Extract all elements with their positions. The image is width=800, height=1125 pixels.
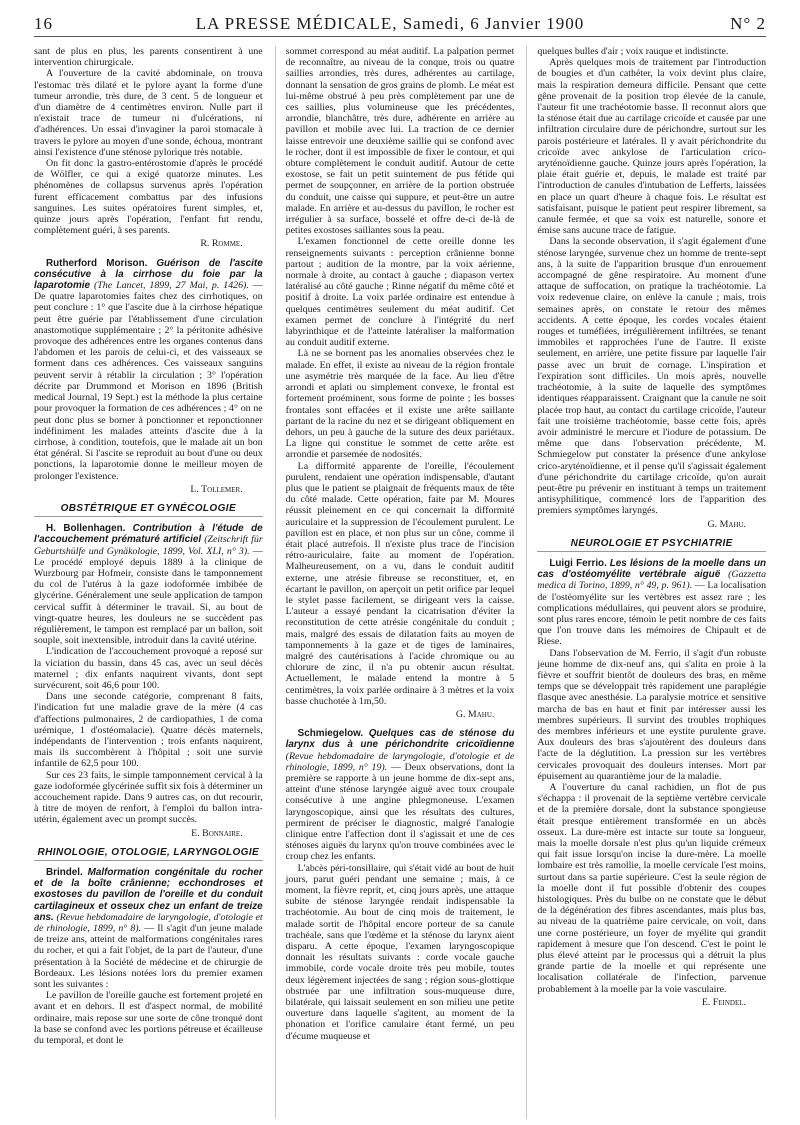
paragraph: Là ne se bornent pas les anomalies observées chez le malade. En effet, il existe au niveau de la région frontale une asymétrie très marquée de la face. Au lieu d'être arrondi et aplati ou simplement convexe, le frontal est fortement proéminent, sous forme de pointe ; les bosses frontales sont effacées et il existe une arête saillante partant de la racine du nez et se dirigeant obliquement en dehors, un peu à gauche de la suture des deux pariétaux. La ligne qui constitue le sommet de cette arête est arrondie et parsemée de nodosités. xyxy=(285,348,515,461)
column-right xyxy=(526,46,766,1119)
page-number: 16 xyxy=(34,14,53,33)
section-heading: RHINOLOGIE, OTOLOGIE, LARYNGOLOGIE xyxy=(34,847,263,861)
issue-number: N° 2 xyxy=(730,14,766,33)
paragraph: Dans la seconde observation, il s'agit également d'une sténose laryngée, survenue chez un homme de trente-sept ans, à la suite de l'apparition brusque d'un enrouement accompagné de gêne respiratoire. Au moment d'une attaque de suffocation, on pratique la trachéotomie. La voix redevenue claire, on enlève la canule ; mais, trois semaines après, on constate le retour des mêmes accidents. A cette époque, les cordes vocales étaient rouges et tuméfiées, irrégulièrement infiltrées, se tenant immobiles et rapprochées l'une de l'autre. Il existe seulement, en arrière, une petite fissure par laquelle l'air passe avec un bruit de cornage. L'inspiration et l'expiration sont difficiles. Un mois après, nouvelle trachéotomie, à la suite de laquelle des symptômes identiques réapparaissent. Craignant que la canule ne soit placée trop haut, au contact du cartilage cricoïde, l'auteur fait une troisième trachéotomie, basse cette fois, après avoir administré le mercure et l'iodure de potassium. De même que dans l'observation précédente, M. Schmiegelow put constater la présence d'une ankylose crico-aryténoïdienne, et il pense qu'il s'agissait également d'une périchondrite du cartilage cricoïde, qu'on aurait peut-être pu prévenir en instituant à temps un traitement antisyphilitique, commencé lors de l'apparition des premiers symptômes laryngés. xyxy=(537,236,767,517)
article-title: Guérison de l'ascite consécutive à la cirrhose du foie par la laparotomie xyxy=(34,257,263,292)
article-author: Schmiegelow. xyxy=(297,728,364,740)
signature: E. Feindel. xyxy=(701,996,747,1008)
article-reference: (Gazzetta medica di Torino, 1899, n° 49, p. 961). xyxy=(537,569,767,592)
signature: E. Bonnaire. xyxy=(191,827,243,839)
article-reference: (Zeitschrift für Geburtshülfe und Gynäkologie, 1899, Vol. XLI, n° 3). xyxy=(34,534,263,557)
article-text: — La localisation de l'ostéomyélite sur les vertèbres est assez rare ; les complications médullaires, qui peuvent alors se produire, sont plus rares encore, témoin le petit nombre de ces faits que l'on trouve dans les mémoires de Chipault et de Riese. xyxy=(537,580,767,648)
article-author: Rutherford Morison. xyxy=(46,257,148,269)
article-title: Les lésions de la moelle dans un cas d'ostéomyélite vertébrale aiguë xyxy=(537,557,767,581)
paragraph: A l'ouverture de la cavité abdominale, on trouva l'estomac très dilaté et le pylore ayant la forme d'une tumeur arrondie, très dure, de 3 cent. 5 de longueur et d'un diamètre de 4 centimètres environ. Nulle part il n'existait trace de tumeur ni d'ulcérations, ni d'adhérences. Un essai d'invaginer la paroi stomacale à travers le pylore au moyen d'une sonde, échoua, montrant ainsi l'existence d'une sténose pylorique très notable. xyxy=(34,68,263,158)
signature: G. Mahu. xyxy=(455,708,495,720)
article-author: Brindel. xyxy=(46,867,83,879)
paragraph: A l'ouverture du canal rachidien, un flot de pus s'échappa : il provenait de la septième vertèbre cervicale et de la première dorsale, dont la substance spongieuse était presque entièrement transformée en un abcès osseux. La dure-mère est intacte sur toute sa longueur, mais la moelle dorsale n'est plus qu'un liquide crémeux qui fait issue lorsqu'on incise la dure-mère. La moelle lombaire est très ramollie, la moelle cervicale l'est moins, surtout dans sa partie supérieure. C'est la seule région de la moelle dont il fut possible d'obtenir des coupes histologiques. Près du bulbe on ne constate que le début de la dégénération des fibres ascendantes, mais plus bas, au niveau de la quatrième paire cervicale, on voit, dans une corne postérieure, un foyer de myélite qui grandit rapidement à mesure que l'on descend. C'est le point le plus élevé atteint par le processus qui a détruit la plus grande partie de la moelle et qui représente une localisation collatérale de l'infection, parvenue probablement à la moelle par la voie vasculaire. xyxy=(537,782,767,995)
paragraph: L'examen fonctionnel de cette oreille donne les renseignements suivants : perception crânienne bonne partout ; audition de la montre, par la voix aérienne, normale à droite, au contact à gauche ; diapason vertex latéralisé au côté gauche ; Rinne négatif du même côté et positif à droite. La voix parlée ordinaire est entendue à quelques centimètres seulement du méat auditif. Cet examen permet de conclure à l'intégrité du nerf labyrinthique et de l'atteinte latéraliser la malformation au conduit auditif externe. xyxy=(285,236,515,349)
article-title: Malformation congénitale du rocher et de la boîte crânienne; ecchondroses et exostoses du pavillon de l'oreille et du conduit cartilagineux et osseux chez un enfant de treize ans. xyxy=(34,867,263,923)
paragraph: Après quelques mois de traitement par l'introduction de bougies et d'un cathéter, la voix devint plus claire, mais la respiration demeura difficile. Pensant que cette gêne provenait de la position trop élevée de la canule, l'auteur fit une trachéotomie basse. Il reconnut alors que la sténose était due au cartilage cricoïde et causée par une infiltration circulaire dure de périchondre, surtout sur les parois postérieure et latérales. Il y avait périchondrite du cricoïde avec ankylose de l'articulation crico-aryténoïdienne gauche. Quinze jours après l'opération, la plaie était guérie et, depuis, le malade est traité par l'introduction de canules d'intubation de Lefferts, laissées en place un quart d'heure à chaque fois. Le résultat est satisfaisant, puisque le patient peut respirer librement, sa canule fermée, et que sa voix est naturelle, sonore et émise sans aucune trace de fatigue. xyxy=(537,57,767,237)
paragraph: Dans une seconde catégorie, comprenant 8 faits, l'indication fut une maladie grave de la mère (4 cas d'affections pulmonaires, 2 de cardiopathies, 1 de coma urémique, 1 d'ostéomalacie). Quatre décès maternels, indépendants de l'intervention ; trois enfants naquirent, mais ils succombèrent à l'hôpital ; soit une survie infantile de 62,5 pour 100. xyxy=(34,691,263,770)
paragraph: Le pavillon de l'oreille gauche est fortement projeté en avant et en dehors. Il est d'aspect normal, de mobilité ordinaire, mais repose sur une sorte de cône tronqué dont la base se confond avec les portions pétreuse et écailleuse du temporal, et dont le xyxy=(34,990,263,1047)
article-reference: (Revue hebdomadaire de laryngologie, d'otologie et de rhinologie, 1899, n° 19). xyxy=(285,750,515,773)
article-reference: (The Lancet, 1899, 27 Mai, p. 1426). xyxy=(93,280,249,292)
abstract-ferrio xyxy=(537,558,766,648)
paragraph: La difformité apparente de l'oreille, l'écoulement purulent, rendaient une opération indispensable, d'autant plus que le patient se plaignait de fréquents maux de tête du côté malade. Cette opération, faite par M. Moures réussit pleinement en ce qui concernait la difformité auriculaire et la suppression de l'écoulement purulent. Le pavillon est en place, et non plus sur un cône, comme il était placé autrefois. Il n'existe plus trace de l'incision rétro-auriculaire, faite au moment de l'opération. Malheureusement, on a vu, dans le conduit auditif externe, une atrésie fibreuse se reconstituer, et, en écartant le pavillon, on aperçoit un petit orifice par lequel le stylet passe facilement, se dirigeant vers la caisse. L'auteur a essayé pendant la cicatrisation d'éviter la reconstitution de cette atrésie congénitale du conduit ; mais, malgré des essais de dilatation faits au moyen de tamponnements à la gaze et de tiges de laminaires, malgré des cautérisations à l'acide chromique ou au chlorure de zinc, il n'a pu obtenir aucun résultat. Actuellement, le malade entend la montre à 5 centimètres, la voix parlée ordinaire à 3 mètres et la voix basse chuchotée à 1m,50. xyxy=(285,460,515,707)
article-text: — Il s'agit d'un jeune malade de treize ans, atteint de malformations congénitales rares du rocher, et qui a fait l'objet, de la part de l'auteur, d'une présentation à la Société de médecine et de chirurgie de Bordeaux. Les lésions notées lors du premier examen sont les suivantes : xyxy=(34,923,263,991)
columns xyxy=(34,46,766,1119)
article-text: — Le procédé employé depuis 1889 à la clinique de Wurzbourg par Hofmeir, consiste dans le tamponnement du col de l'utérus à la gaze iodoformée imbibée de glycérine. Généralement une seule application de tampon cervical suffit à déterminer le travail. Si, au bout de vingt-quatre heures, les douleurs ne se succèdent pas régulièrement, le tampon est remplacé par un ballon, soit souple, soit inextensible, introduit dans la cavité utérine. xyxy=(34,545,263,647)
article-author: Luigi Ferrio. xyxy=(549,557,607,569)
column-left xyxy=(34,46,263,1119)
page-header xyxy=(34,14,766,37)
paragraph: L'abcès péri-tonsillaire, qui s'était vidé au bout de huit jours, parut guéri pendant une semaine ; mais, à ce moment, la fièvre reprit, et, cinq jours après, une attaque subite de sténose laryngée rendait indispensable la trachéotomie. Au bout de cinq mois de traitement, le malade sortit de l'hôpital encore porteur de sa canule trachéale, sans que l'œdème et la sténose du larynx aient disparu. A cette époque, l'examen laryngoscopique donnait les résultats suivants : corde vocale gauche immobile, corde vocale droite très peu mobile, toutes deux légèrement injectées de sang ; région sous-glottique obstruée par une infiltration sous-muqueuse dure, bilatérale, qui laissait seulement en son milieu une petite ouverture dans laquelle s'agitent, au moment de la phonation et l'orifice canulaire étant fermé, un peu d'écume muqueuse et xyxy=(285,862,515,1042)
article-text: — De quatre laparotomies faites chez des cirrhotiques, on peut conclure : 1° que l'ascite due à la cirrhose hépatique peut être guérie par l'établissement d'une circulation anastomotique supplémentaire ; 2° la péritonite adhésive provoque des adhérences entre les organes contenus dans l'abdomen et les parois de celui-ci, et des vaisseaux se forment dans ces adhérences. Ces vaisseaux sanguins peuvent servir à rétablir la circulation ; 3° l'opération décrite par Drummond et Morison en 1896 (British medical Journal, 19 Sept.) est la méthode la plus certaine pour provoquer la formation de ces adhérences ; 4° on ne peut donc plus se borner à ponctionner et reponctionner indéfiniment les malades atteints d'ascite due à la cirrhose, à condition, toutefois, que le malade ait un bon état général. Si l'ascite se reproduit au bout d'une ou deux ponctions, la laparotomie donne le meilleur moyen de prolonger l'existence. xyxy=(34,280,263,482)
paragraph: Sur ces 23 faits, le simple tamponnement cervical à la gaze iodoformée glycérinée suffit six fois à déterminer un accouchement rapide. Dans 9 autres cas, on dut recourir, à titre de moyen de renfort, à l'emploi du ballon intra-utérin, également avec un prompt succès. xyxy=(34,769,263,826)
section-heading: NEUROLOGIE ET PSYCHIATRIE xyxy=(537,538,766,552)
paragraph: sant de plus en plus, les parents consentirent à une intervention chirurgicale. xyxy=(34,46,263,69)
section-heading: OBSTÉTRIQUE ET GYNÉCOLOGIE xyxy=(34,503,263,517)
signature: L. Tollemer. xyxy=(190,483,243,495)
abstract-bollenhagen xyxy=(34,523,263,646)
abstract-schmiegelow xyxy=(286,728,515,862)
abstract-brindel xyxy=(34,867,263,990)
signature: G. Mahu. xyxy=(707,518,747,530)
article-text: — Deux observations, dont la première se rapporte à un jeune homme de dix-sept ans, atteint d'une sténose laryngée aiguë avec toux croupale consécutive à une angine phlegmoneuse. L'examen laryngoscopique, ainsi que les résultats des cultures, permirent de préciser le diagnostic, malgré l'analogie clinique entre l'affection dont il s'agissait et une de ces sténoses aiguës du larynx qu'on trouve combinées avec le croup chez les enfants. xyxy=(285,761,515,863)
column-middle xyxy=(275,46,515,1119)
article-author: H. Bollenhagen. xyxy=(46,523,126,535)
paragraph: sommet correspond au méat auditif. La palpation permet de reconnaître, au niveau de la conque, trois ou quatre saillies arrondies, très dures, adhérentes au cartilage, donnant la sensation de gros grains de plomb. Le méat est lui-même obstrué à peu près complètement par une de ces saillies, plus volumineuse que les précédentes, arrondie, blanchâtre, très dure, adhérente en arrière au pavillon et mobile avec lui. La traction de ce dernier laisse entrevoir une deuxième saillie qui se confond avec le rocher, dont il est impossible de fixer le contour, et qui obture complètement le conduit auditif. Autour de cette exostose, se fait un petit suintement de pus fétide qui permet de soupçonner, en arrière de la portion obstruée du conduit, une caisse qui suppure, et peut-être un autre malade. En arrière et au-dessus du pavillon, le rocher est irrégulier à sa surface, bosselé et offre de-ci de-là de petites exostoses saillantes sous la peau. xyxy=(285,46,515,237)
paragraph: On fit donc la gastro-entérostomie d'après le procédé de Wölfler, ce qui a exigé quatorze minutes. Les phénomènes de collapsus survenus après l'opération furent efficacement combattus par des infusions sanguines. Les suites opératoires furent simples, et, quinze jours après l'opération, l'enfant fut rendu, complètement guéri, à ses parents. xyxy=(34,158,263,237)
signature: R. Romme. xyxy=(200,238,243,250)
paragraph: Dans l'observation de M. Ferrio, il s'agit d'un robuste jeune homme de dix-neuf ans, qui s'alita en proie à la fièvre et souffrit bientôt de douleurs des bras, en même temps que se développait très rapidement une paraplégie flasque avec anesthésie. La paralysie motrice et sensitive marcha de bas en haut et finit par intéresser aussi les membres supérieurs. Il survint des troubles trophiques des membres inférieurs et une eystite purulente grave. Aux douleurs des bras s'ajoutèrent des douleurs dans l'acte de la déglutition. La pression sur les vertèbres cervicales provoquait des douleurs intenses. Mort par épuisement au quarantième jour de la maladie. xyxy=(537,647,767,782)
article-title: Quelques cas de sténose du larynx dus à une périchondrite cricoïdienne xyxy=(285,728,515,751)
article-title: Contribution à l'étude de l'accouchement prématuré artificiel xyxy=(34,523,263,546)
article-reference: (Revue hebdomadaire de laryngologie, d'otologie et de rhinologie, 1899, n° 8). xyxy=(34,911,263,935)
journal-title: LA PRESSE MÉDICALE, Samedi, 6 Janvier 1900 xyxy=(195,14,585,33)
paragraph: quelques bulles d'air ; voix rauque et indistincte. xyxy=(537,46,729,57)
abstract-morison xyxy=(34,258,263,482)
paragraph: L'indication de l'accouchement provoqué a reposé sur la viciation du bassin, dans 45 cas, avec un seul décès maternel ; dix enfants naquirent vivants, dont sept survécurent, soit 46,6 pour 100. xyxy=(34,646,263,691)
